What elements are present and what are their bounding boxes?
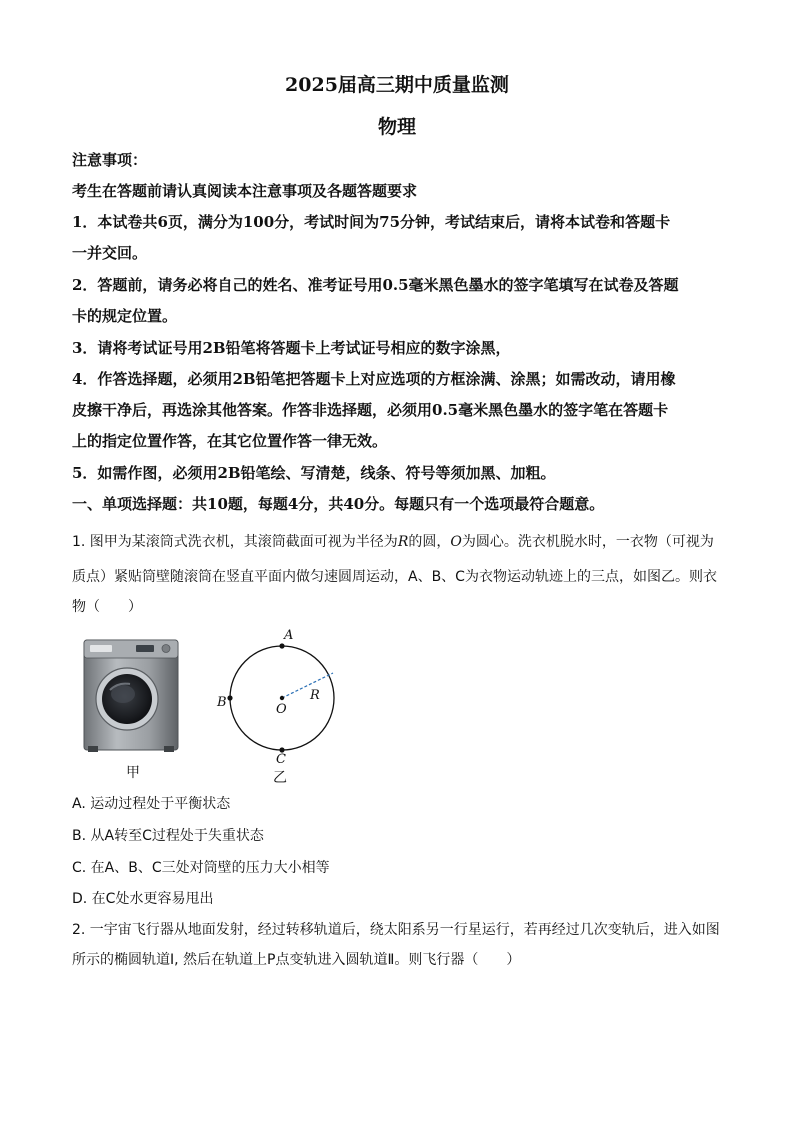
washing-machine-figure <box>80 636 184 756</box>
notice-item-2-line-1: 2．答题前，请务必将自己的姓名、准考证号用0.5毫米黑色墨水的签字笔填写在试卷及答题 <box>72 276 679 294</box>
q1-option-a: A. 运动过程处于平衡状态 <box>72 796 231 812</box>
washer-display <box>136 645 154 652</box>
q1-line-1-part-a: 1. 图甲为某滚筒式洗衣机，其滚筒截面可视为半径为 <box>72 534 398 550</box>
notice-item-4-line-2: 皮擦干净后，再选涂其他答案。作答非选择题，必须用0.5毫米黑色墨水的签字笔在答题卡 <box>72 401 669 419</box>
point-b <box>227 695 232 700</box>
notice-heading: 注意事项： <box>72 151 148 169</box>
notice-item-4-line-1: 4．作答选择题，必须用2B铅笔把答题卡上对应选项的方框涂满、涂黑；如需改动，请用橡 <box>72 370 676 388</box>
washer-foot-left <box>88 746 98 752</box>
notice-item-5: 5．如需作图，必须用2B铅笔绘、写清楚，线条、符号等须加黑、加粗。 <box>72 464 556 482</box>
label-c-text: C <box>276 752 286 767</box>
notice-item-2-line-2: 卡的规定位置。 <box>72 307 178 325</box>
q1-line-3: 物（ ） <box>72 599 142 615</box>
label-r <box>310 688 320 703</box>
notice-item-3: 3．请将考试证号用2B铅笔将答题卡上考试证号相应的数字涂黑， <box>72 339 511 357</box>
center-point-o <box>280 696 284 700</box>
label-c <box>276 752 286 767</box>
notice-item-1-line-1: 1．本试卷共6页，满分为100分，考试时间为75分钟，考试结束后，请将本试卷和答题卡 <box>72 213 671 231</box>
exam-title: 2025届高三期中质量监测 <box>285 74 509 96</box>
point-a <box>279 643 284 648</box>
q1-option-d: D. 在C处水更容易甩出 <box>72 891 214 907</box>
figure-yi-caption: 乙 <box>273 770 287 786</box>
washer-detergent-drawer <box>90 645 112 652</box>
label-b-text: B <box>217 695 227 710</box>
label-a <box>284 628 293 643</box>
subject-title: 物理 <box>377 116 416 138</box>
notice-item-1-line-2: 一并交回。 <box>72 244 148 262</box>
q1-line-1 <box>72 532 732 552</box>
q1-option-b: B. 从A转至C过程处于失重状态 <box>72 828 264 844</box>
figure-jia-caption: 甲 <box>126 765 140 781</box>
q2-line-2: 所示的椭圆轨道Ⅰ, 然后在轨道上P点变轨进入圆轨道Ⅱ。则飞行器（ ） <box>72 952 521 968</box>
radius-line <box>282 673 333 698</box>
q1-line-1-part-c: 为圆心。洗衣机脱水时，一衣物（可视为 <box>461 534 714 550</box>
q1-line-1-part-b: 的圆， <box>408 534 451 550</box>
q1-line-2: 质点）紧贴筒壁随滚筒在竖直平面内做匀速圆周运动，A、B、C为衣物运动轨迹上的三点，如图乙。则衣 <box>72 569 717 585</box>
label-b <box>217 695 227 710</box>
q1-var-r: R <box>397 534 409 550</box>
q1-var-o: O <box>450 534 462 550</box>
label-o-text: O <box>276 702 287 717</box>
section-1-heading: 一、单项选择题：共10题，每题4分，共40分。每题只有一个选项最符合题意。 <box>72 495 605 513</box>
label-r-text: R <box>310 688 320 703</box>
notice-item-4-line-3: 上的指定位置作答，在其它位置作答一律无效。 <box>72 432 388 450</box>
q1-option-c: C. 在A、B、C三处对筒壁的压力大小相等 <box>72 860 330 876</box>
q2-line-1: 2. 一宇宙飞行器从地面发射，经过转移轨道后，绕太阳系另一行星运行，若再经过几次变轨后，进入如图 <box>72 922 720 938</box>
washer-knob <box>162 645 170 653</box>
washer-drum-reflection <box>111 685 135 703</box>
label-o <box>276 702 287 717</box>
notice-intro: 考生在答题前请认真阅读本注意事项及各题答题要求 <box>72 182 418 200</box>
label-a-text: A <box>284 628 294 643</box>
washer-foot-right <box>164 746 174 752</box>
